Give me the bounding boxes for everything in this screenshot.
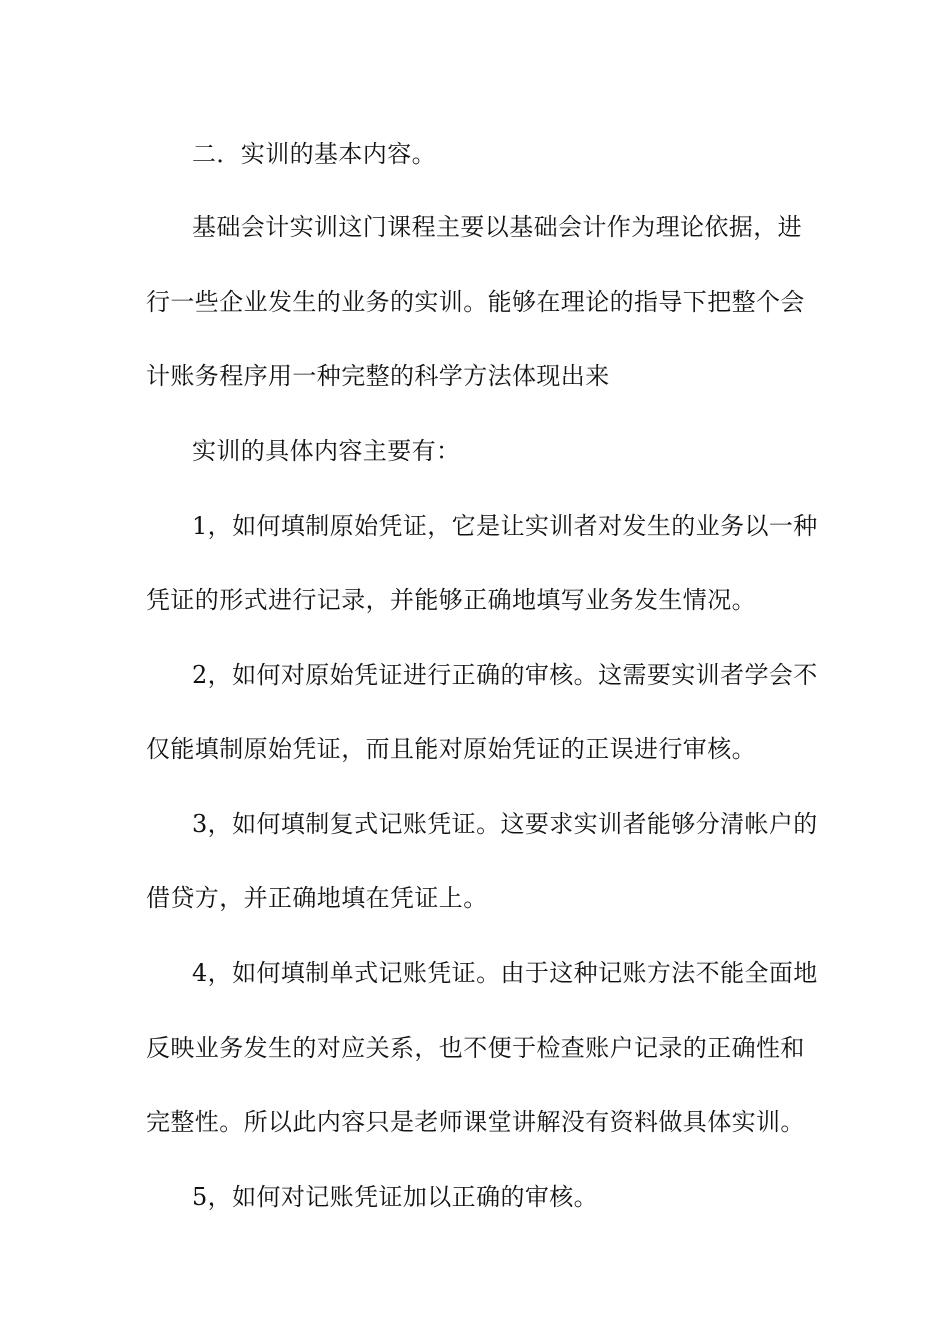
list-item-2: 2，如何对原始凭证进行正确的审核。这需要实训者学会不 [192, 661, 818, 689]
paragraph-line: 凭证的形式进行记录，并能够正确地填写业务发生情况。 [146, 586, 756, 614]
paragraph-line: 反映业务发生的对应关系，也不便于检查账户记录的正确性和 [146, 1034, 805, 1062]
paragraph-line: 仅能填制原始凭证，而且能对原始凭证的正误进行审核。 [146, 735, 756, 763]
paragraph-line: 计账务程序用一种完整的科学方法体现出来 [146, 362, 610, 390]
paragraph-line: 借贷方，并正确地填在凭证上。 [146, 884, 488, 912]
list-item-5: 5，如何对记账凭证加以正确的审核。 [192, 1183, 599, 1211]
list-item-1: 1，如何填制原始凭证，它是让实训者对发生的业务以一种 [192, 512, 818, 540]
list-item-3: 3，如何填制复式记账凭证。这要求实训者能够分清帐户的 [192, 810, 818, 838]
paragraph-line: 基础会计实训这门课程主要以基础会计作为理论依据，进 [192, 213, 802, 241]
paragraph-line: 实训的具体内容主要有： [192, 437, 461, 465]
list-item-4: 4，如何填制单式记账凭证。由于这种记账方法不能全面地 [192, 959, 818, 987]
section-heading: 二．实训的基本内容。 [192, 140, 436, 168]
paragraph-line: 完整性。所以此内容只是老师课堂讲解没有资料做具体实训。 [146, 1108, 805, 1136]
paragraph-line: 行一些企业发生的业务的实训。能够在理论的指导下把整个会 [146, 288, 805, 316]
